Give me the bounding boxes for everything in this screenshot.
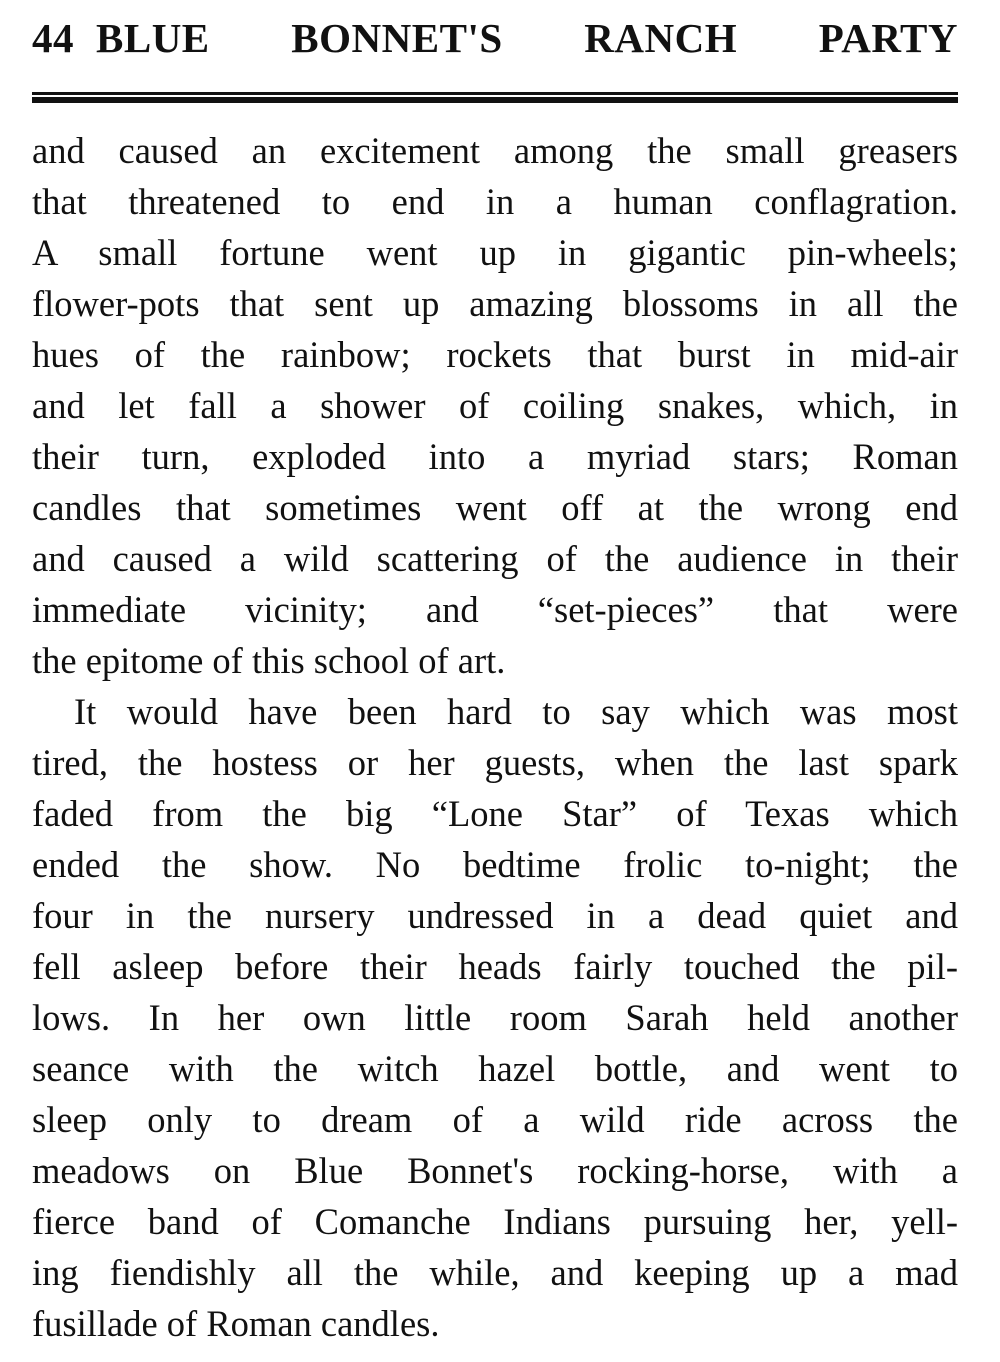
page-number: 44 [32, 15, 74, 61]
body-text [32, 125, 958, 1349]
text-line: ing fiendishly all the while, and keeping up a mad [32, 1252, 958, 1293]
text-line: fell asleep before their heads fairly touched the pil- [32, 946, 958, 987]
text-line: their turn, exploded into a myriad stars; Roman [32, 436, 958, 477]
text-line: ended the show. No bedtime frolic to-night; the [32, 844, 958, 885]
text-line: candles that sometimes went off at the wrong end [32, 487, 958, 528]
text-line: hues of the rainbow; rockets that burst in mid-air [32, 334, 958, 375]
text-line: and let fall a shower of coiling snakes, which, in [32, 385, 958, 426]
text-line: seance with the witch hazel bottle, and went to [32, 1048, 958, 1089]
text-line: faded from the big “Lone Star” of Texas which [32, 793, 958, 834]
text-line: tired, the hostess or her guests, when the last spark [32, 742, 958, 783]
text-line: meadows on Blue Bonnet's rocking-horse, with a [32, 1150, 958, 1191]
text-line: fusillade of Roman candles. [32, 1303, 440, 1344]
text-line: lows. In her own little room Sarah held another [32, 997, 958, 1038]
header-rule [32, 92, 958, 103]
text-line: A small fortune went up in gigantic pin-wheels; [32, 232, 958, 273]
running-title: BLUE BONNET'S RANCH PARTY [96, 15, 958, 61]
book-page [32, 15, 958, 1349]
paragraph-1 [32, 125, 958, 686]
text-line: flower-pots that sent up amazing blossoms in all the [32, 283, 958, 324]
text-line: four in the nursery undressed in a dead quiet and [32, 895, 958, 936]
text-line: and caused a wild scattering of the audience in their [32, 538, 958, 579]
text-line: that threatened to end in a human conflagration. [32, 181, 958, 222]
text-line: sleep only to dream of a wild ride across the [32, 1099, 958, 1140]
text-line: immediate vicinity; and “set-pieces” that were [32, 589, 958, 630]
text-line: It would have been hard to say which was most [74, 691, 958, 732]
running-head [32, 15, 958, 74]
text-line: and caused an excitement among the small greasers [32, 130, 958, 171]
paragraph-2 [32, 686, 958, 1349]
text-line: fierce band of Comanche Indians pursuing her, yell- [32, 1201, 958, 1242]
text-line: the epitome of this school of art. [32, 640, 506, 681]
